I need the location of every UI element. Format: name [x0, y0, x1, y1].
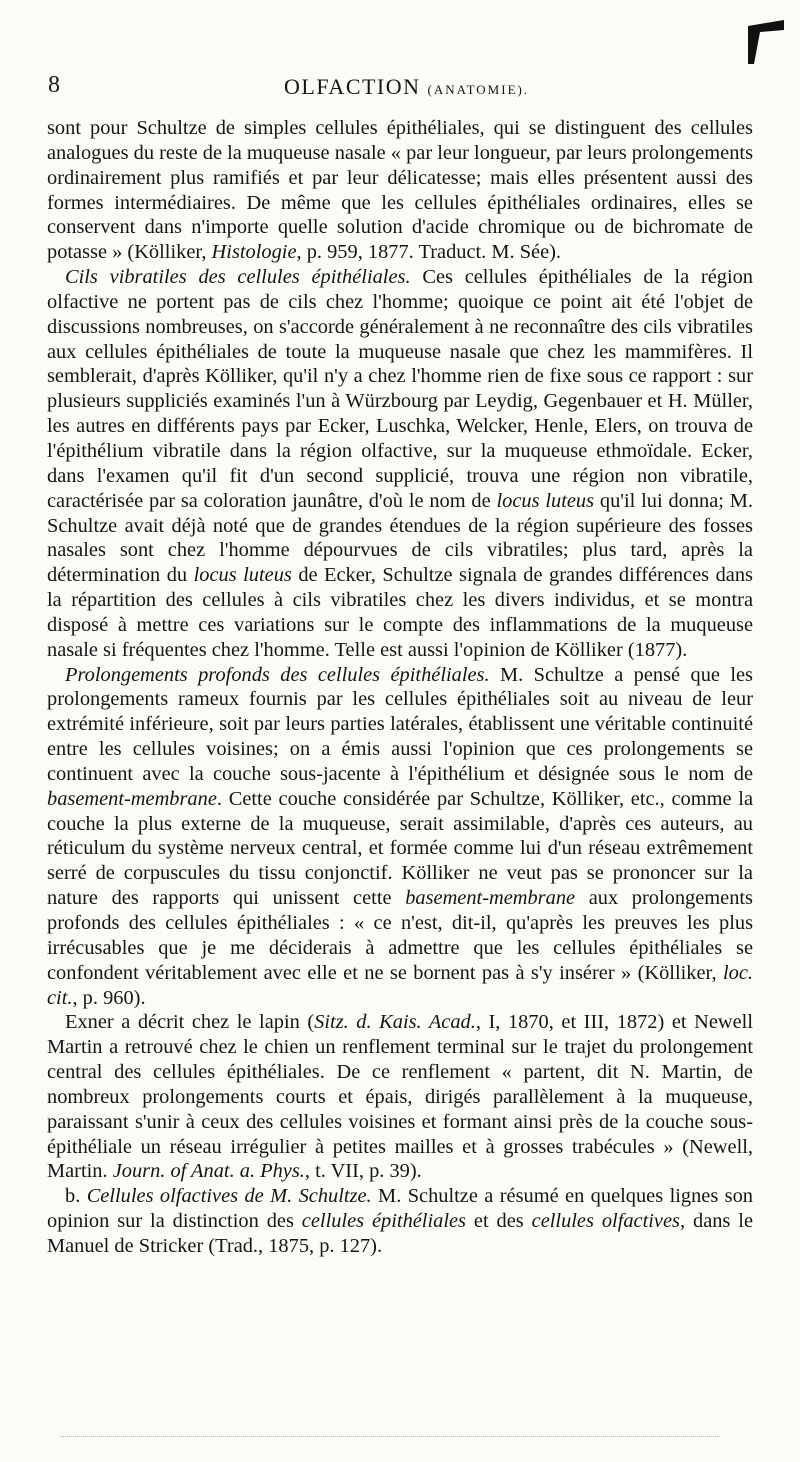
paragraph-cils-vibratiles: Cils vibratiles des cellules épithéliales. Ces cellules épithéliales de la région olfactive ne portent pas de cils chez l'homme; quoique ce point ait été l'objet de discussions nombreuses, on s'accorde généralement à ne reconnaître des cils vibratiles aux cellules épithéliales de toute la muqueuse nasale que chez les mammifères. Il semblerait, d'après Kölliker, qu'il n'y a chez l'homme rien de fixe sous ce rapport : sur plusieurs suppliciés examinés l'un à Würzbourg par Leydig, Gegenbauer et H. Müller, les autres en différents pays par Ecker, Luschka, Welcker, Henle, Elers, on trouva de l'épithélium vibratile dans la région olfactive, sur la muqueuse ethmoïdale. Ecker, dans l'examen qu'il fit d'un second supplicié, trouva une région non vibratile, caractérisée par sa coloration jaunâtre, d'où le nom de locus luteus qu'il lui donna; M. Schultze avait déjà noté que de grandes étendues de la région supérieure des fosses nasales sont chez l'homme dépourvues de cils vibratiles; plus tard, après la détermination du locus luteus de Ecker, Schultze signala de grandes différences dans la répartition des cellules à cils vibratiles chez les divers individus, et se montra disposé à mettre ces variations sur le compte des inflammations de la muqueuse nasale si fréquentes chez l'homme. Telle est aussi l'opinion de Kölliker (1877). — [47, 266, 753, 661]
bleed-through-line — [60, 1436, 720, 1439]
paragraph-prolongements: Prolongements profonds des cellules épithéliales. M. Schultze a pensé que les prolongements rameux fournis par les cellules épithéliales soit au niveau de leur extrémité inférieure, soit par leurs parties latérales, établissent une véritable continuité entre les cellules voisines; on a émis aussi l'opinion que ces prolongements se continuent avec la couche sous-jacente à l'épithélium et désignée sous le nom de basement-membrane. Cette couche considérée par Schultze, Kölliker, etc., comme la couche la plus externe de la muqueuse, serait assimilable, d'après ces auteurs, au réticulum du système nerveux central, et formée comme lui d'un réseau extrêmement serré de corpuscules du tissu conjonctif. Kölliker ne veut pas se prononcer sur la nature des rapports qui unissent cette basement-membrane aux prolongements profonds des cellules épithéliales : « ce n'est, dit-il, qu'après les preuves les plus irrécusables que je me déciderais à admettre que les cellules épithéliales se confondent véritablement avec elle et ne se bornent pas à s'y insérer » (Kölliker, loc. cit., p. 960). — [47, 663, 753, 1009]
paragraph-exner: Exner a décrit chez le lapin (Sitz. d. Kais. Acad., I, 1870, et III, 1872) et Newell Martin a retrouvé chez le chien un renflement terminal sur le trajet du prolongement central des cellules épithéliales. De ce renflement « partent, dit N. Martin, de nombreux prolongements courts et épais, dirigés parallèlement à la muqueuse, paraissant s'unir à ceux des cellules voisines et formant ainsi près de la couche sous-épithéliale un réseau irrégulier à petites mailles et à grosses trabécules » (Newell, Martin. Journ. of Anat. a. Phys., t. VII, p. 39). — [47, 1011, 754, 1183]
section-heading: Cellules olfactives de M. Schultze. — [86, 1185, 372, 1208]
corner-mark-icon — [746, 18, 786, 66]
running-title-sub: (ANATOMIE). — [427, 82, 530, 97]
page-number: 8 — [48, 72, 60, 98]
running-title — [284, 74, 529, 100]
paragraph-1: sont pour Schultze de simples cellules épithéliales, qui se distinguent des cellules analogues du reste de la muqueuse nasale « par leur longueur, par leurs prolongements ordinairement plus ramifiés et par leur délicatesse; mais elles présentent aussi des formes intermédiaires. De même que les cellules épithéliales ordinaires, elles se conservent dans n'importe quelle solution d'acide chromique ou de bichromate de potasse » (Kölliker, Histologie, p. 959, 1877. Traduct. M. Sée). — [47, 117, 753, 264]
section-heading: Prolongements profonds des cellules épithéliales. — [65, 663, 490, 686]
paragraph-cellules-olfactives: b. Cellules olfactives de M. Schultze. M. Schultze a résumé en quelques lignes son opinion sur la distinction des cellules épithéliales et des cellules olfactives, dans le Manuel de Stricker (Trad., 1875, p. 127). — [47, 1185, 754, 1257]
page-header — [48, 72, 748, 102]
section-heading: Cils vibratiles des cellules épithéliales. — [65, 266, 411, 289]
running-title-main: OLFACTION — [284, 74, 421, 99]
body-text — [47, 116, 753, 1259]
